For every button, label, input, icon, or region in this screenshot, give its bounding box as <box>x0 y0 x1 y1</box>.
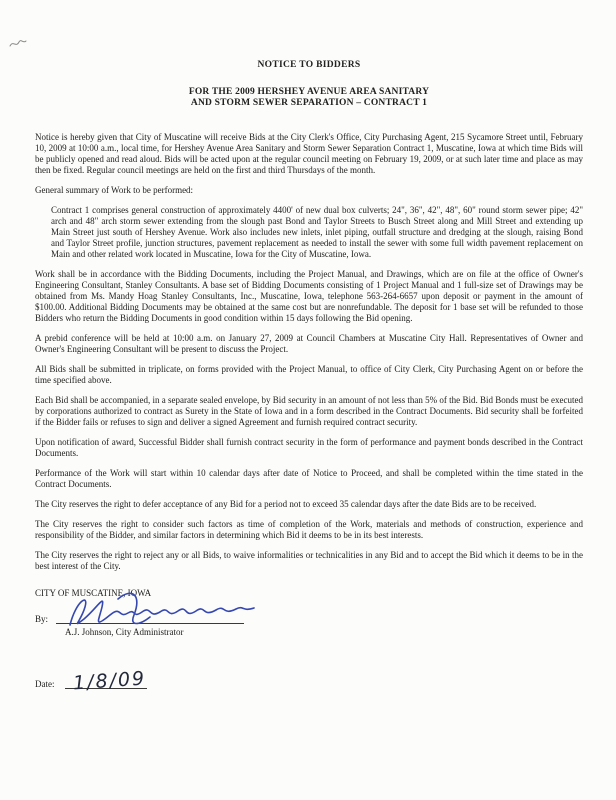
paragraph-contract-summary: Contract 1 comprises general construction of approximately 4400' of new dual box culverts; 24", 36", 42", 48", 60" round storm sewer pipe; 42" arch and 48" arch storm sewer extending from the slough past Bond and Taylor Streets to Busch Street along and Mill Street and extending up Main Street just south of Hershey Avenue. Work also includes new inlets, inlet piping, outfall structure and dredging at the slough, raising Bond and Taylor Street profile, junction structures, pavement replacement as needed to install the sewer with some full width pavement replacement on Main and other related work located in Muscatine, Iowa for the City of Muscatine, Iowa. <box>51 205 583 259</box>
subtitle-line-1: FOR THE 2009 HERSHEY AVENUE AREA SANITARY <box>188 87 430 97</box>
paragraph-reject-bids: The City reserves the right to reject any or all Bids, to waive informalities or technicalities in any Bid and to accept the Bid which it deems to be in the best interest of the City. <box>35 550 583 571</box>
document-title: NOTICE TO BIDDERS <box>257 60 361 70</box>
date-line <box>65 667 147 695</box>
paragraph-notice: Notice is hereby given that City of Muscatine will receive Bids at the City Clerk's Office, City Purchasing Agent, 215 Sycamore Street until, February 10, 2009 at 10:00 a.m., local time, for Hershey Avenue Area Sanitary and Storm Sewer Separation Contract 1, Muscatine, Iowa at which time Bids will be publicly opened and read aloud. Bids will be acted upon at the regular council meeting on February 19, 2009, or at such later time and place as may then be fixed. Regular council meetings are held on the first and third Thursdays of the month. <box>35 132 583 175</box>
paragraph-prebid-conference: A prebid conference will be held at 10:00 a.m. on January 27, 2009 at Council Chambers at Muscatine City Hall. Representatives of Owner and Owner's Engineering Consultant will be present to discuss the Project. <box>35 333 583 354</box>
pen-scribble-mark <box>8 36 28 52</box>
paragraph-bidding-documents: Work shall be in accordance with the Bidding Documents, including the Project Manual, and Drawings, which are on file at the office of Owner's Engineering Consultant, Stanley Consultants. A base set of Bidding Documents consisting of 1 Project Manual and 1 full-size set of Drawings may be obtained from Ms. Mandy Hoag Stanley Consultants, Inc., Muscatine, Iowa, telephone 563-264-6657 upon deposit or payment in the amount of $100.00. Additional Bidding Documents may be obtained at the same cost but are nonrefundable. The deposit for 1 base set will be refunded to those Bidders who return the Bidding Documents in good condition within 15 days following the Bid opening. <box>35 269 583 323</box>
handwritten-signature <box>62 587 272 633</box>
subtitle-line-2: AND STORM SEWER SEPARATION – CONTRACT 1 <box>190 98 428 108</box>
signer-name: A.J. Johnson, City Administrator <box>65 627 184 637</box>
paragraph-bid-submission: All Bids shall be submitted in triplicate, on forms provided with the Project Manual, to office of City Clerk, City Purchasing Agent on or before the time specified above. <box>35 364 583 385</box>
handwritten-date: 1/8/09 <box>71 667 147 695</box>
organization-name: CITY OF MUSCATINE, IOWA <box>35 588 152 598</box>
summary-heading: General summary of Work to be performed: <box>35 185 194 195</box>
by-row <box>35 610 583 624</box>
paragraph-bid-security: Each Bid shall be accompanied, in a separate sealed envelope, by Bid security in an amount of not less than 5% of the Bid. Bid Bonds must be executed by corporations authorized to contract as Surety in the State of Iowa and in a form described in the Contract Documents. Bid security shall be forfeited if the Bidder fails or refuses to sign and deliver a signed Agreement and furnish required contract security. <box>35 395 583 427</box>
paragraph-consider-factors: The City reserves the right to consider such factors as time of completion of the Work, materials and methods of construction, experience and responsibility of the Bidder, and similar factors in determining which Bid it deems to be in its best interests. <box>35 519 583 540</box>
paragraph-award-notification: Upon notification of award, Successful Bidder shall furnish contract security in the form of performance and payment bonds described in the Contract Documents. <box>35 437 583 458</box>
paragraph-defer-acceptance: The City reserves the right to defer acceptance of any Bid for a period not to exceed 35 calendar days after the date Bids are to be received. <box>35 499 537 509</box>
date-label: Date: <box>35 679 55 689</box>
signature-block <box>35 588 583 695</box>
signature-line <box>56 611 244 624</box>
by-label: By: <box>35 614 49 624</box>
document-subtitle <box>35 87 583 109</box>
date-row <box>35 659 583 695</box>
paragraph-performance: Performance of the Work will start within 10 calendar days after date of Notice to Proceed, and shall be completed within the time stated in the Contract Documents. <box>35 468 583 489</box>
